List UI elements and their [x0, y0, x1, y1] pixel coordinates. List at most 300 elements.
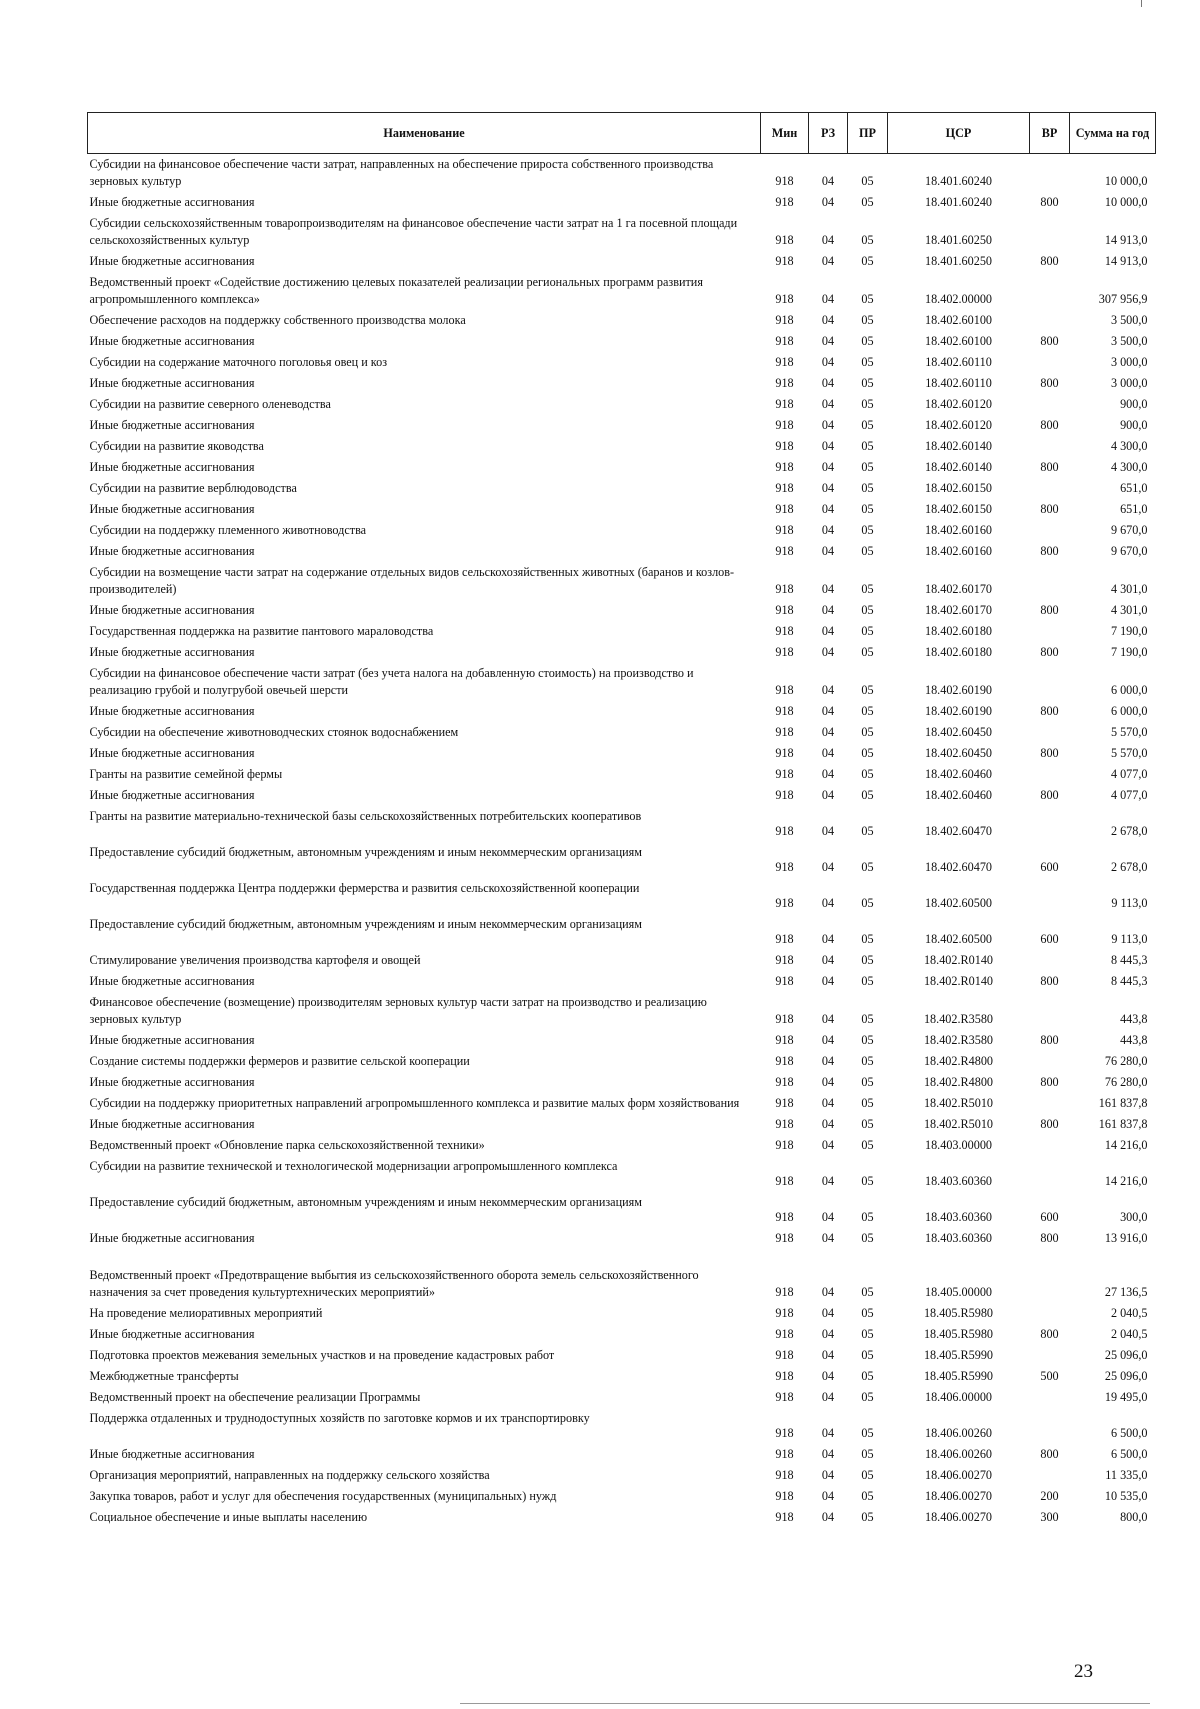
cell-csr: 18.405.R5980 [923, 1327, 994, 1341]
cell-csr: 18.402.60140 [924, 460, 993, 474]
cell-min: 918 [775, 1447, 794, 1461]
page-number: 23 [1074, 1661, 1093, 1682]
cell-pr: 05 [861, 788, 874, 802]
cell-min: 918 [775, 896, 794, 910]
cell-name: Иные бюджетные ассигнования [89, 376, 255, 390]
cell-vr: 800 [1040, 334, 1059, 348]
cell-vr [1030, 1303, 1070, 1324]
cell-sum: 2 040,5 [1110, 1327, 1148, 1341]
table-row [88, 415, 1156, 436]
cell-name: Государственная поддержка на развитие пантового мараловодства [89, 624, 434, 638]
cell-csr: 18.402.60110 [925, 355, 992, 369]
cell-sum: 3 000,0 [1110, 376, 1148, 390]
cell-vr [1030, 1387, 1070, 1408]
cell-min: 918 [775, 824, 794, 838]
cell-pr: 05 [861, 603, 874, 617]
cell-pr: 05 [861, 624, 874, 638]
cell-sum: 25 096,0 [1104, 1348, 1148, 1362]
cell-min: 918 [775, 397, 794, 411]
cell-pr: 05 [861, 1033, 874, 1047]
cell-min: 918 [775, 523, 794, 537]
cell-pr: 05 [861, 1348, 874, 1362]
table-row [88, 806, 1156, 842]
cell-csr: 18.402.60460 [924, 767, 993, 781]
cell-csr: 18.402.R0140 [923, 974, 994, 988]
cell-pr: 05 [861, 523, 874, 537]
table-row [88, 394, 1156, 415]
cell-rz: 04 [821, 1285, 835, 1299]
cell-vr [1030, 663, 1070, 701]
cell-sum: 2 678,0 [1110, 860, 1148, 874]
cell-rz: 04 [821, 788, 835, 802]
cell-csr: 18.402.60120 [924, 397, 993, 411]
cell-vr [1030, 1465, 1070, 1486]
cell-rz: 04 [821, 1510, 835, 1524]
table-row [88, 842, 1156, 878]
cell-vr: 800 [1040, 1327, 1059, 1341]
cell-csr: 18.402.R4800 [923, 1075, 994, 1089]
cell-pr: 05 [861, 313, 874, 327]
cell-name: Межбюджетные трансферты [89, 1369, 239, 1383]
table-row [88, 541, 1156, 562]
cell-min: 918 [775, 292, 794, 306]
cell-name: Иные бюджетные ассигнования [89, 1447, 255, 1461]
cell-vr: 200 [1040, 1489, 1059, 1503]
cell-vr [1030, 1135, 1070, 1156]
cell-min: 918 [775, 1390, 794, 1404]
cell-rz: 04 [821, 1096, 835, 1110]
cell-min: 918 [775, 704, 794, 718]
cell-sum: 19 495,0 [1104, 1390, 1148, 1404]
cell-name: Иные бюджетные ассигнования [89, 544, 255, 558]
cell-sum: 2 678,0 [1110, 824, 1148, 838]
cell-min: 918 [775, 376, 794, 390]
cell-csr: 18.402.60470 [924, 824, 993, 838]
cell-csr: 18.402.R4800 [923, 1054, 994, 1068]
cell-pr: 05 [861, 746, 874, 760]
cell-pr: 05 [861, 1468, 874, 1482]
cell-csr: 18.402.60150 [924, 502, 993, 516]
cell-rz: 04 [821, 439, 835, 453]
cell-name: Гранты на развитие материально-технической базы сельскохозяйственных потребительских кооперативов [89, 809, 642, 823]
cell-pr: 05 [861, 683, 874, 697]
cell-name: Иные бюджетные ассигнования [89, 704, 255, 718]
table-row [88, 478, 1156, 499]
cell-name: Финансовое обеспечение (возмещение) производителям зерновых культур части затрат на производство и реализацию зерновых культур [89, 995, 707, 1026]
cell-min: 918 [775, 767, 794, 781]
cell-vr: 800 [1040, 254, 1059, 268]
cell-rz: 04 [821, 624, 835, 638]
header-name: Наименование [88, 113, 761, 154]
cell-pr: 05 [861, 1117, 874, 1131]
cell-sum: 4 300,0 [1110, 460, 1148, 474]
table-row [88, 272, 1156, 310]
cell-min: 918 [775, 1348, 794, 1362]
cell-pr: 05 [861, 582, 874, 596]
cell-min: 918 [775, 1138, 794, 1152]
cell-csr: 18.402.60100 [924, 334, 993, 348]
cell-min: 918 [775, 788, 794, 802]
cell-csr: 18.402.60500 [924, 932, 993, 946]
cell-sum: 443,8 [1120, 1033, 1148, 1047]
cell-vr: 800 [1040, 645, 1059, 659]
cell-min: 918 [775, 1210, 794, 1224]
cell-vr: 800 [1040, 788, 1059, 802]
cell-min: 918 [775, 313, 794, 327]
cell-name: Стимулирование увеличения производства картофеля и овощей [89, 953, 421, 967]
cell-vr: 300 [1040, 1510, 1059, 1524]
cell-rz: 04 [821, 582, 835, 596]
cell-rz: 04 [821, 313, 835, 327]
table-row [88, 1135, 1156, 1156]
cell-pr: 05 [861, 292, 874, 306]
cell-vr: 800 [1040, 1231, 1059, 1245]
cell-name: Подготовка проектов межевания земельных участков и на проведение кадастровых работ [89, 1348, 555, 1362]
table-row [88, 701, 1156, 722]
cell-csr: 18.406.00270 [924, 1468, 993, 1482]
cell-min: 918 [775, 1231, 794, 1245]
cell-min: 918 [775, 1033, 794, 1047]
cell-name: Иные бюджетные ассигнования [89, 334, 255, 348]
cell-vr [1030, 878, 1070, 914]
cell-pr: 05 [861, 233, 874, 247]
cell-min: 918 [775, 418, 794, 432]
table-body [88, 154, 1156, 1529]
cell-min: 918 [775, 1054, 794, 1068]
cell-vr [1030, 1408, 1070, 1444]
cell-csr: 18.402.60190 [924, 683, 993, 697]
cell-rz: 04 [821, 683, 835, 697]
table-row [88, 499, 1156, 520]
cell-name: Субсидии на развитие технической и технологической модернизации агропромышленного комплекса [89, 1159, 618, 1173]
cell-rz: 04 [821, 603, 835, 617]
cell-name: Ведомственный проект «Предотвращение выбытия из сельскохозяйственного оборота земель сельскохозяйственного назначения за счет проведения культуртехнических мероприятий» [89, 1268, 699, 1299]
cell-pr: 05 [861, 502, 874, 516]
cell-csr: 18.402.60170 [924, 603, 993, 617]
cell-vr: 800 [1040, 195, 1059, 209]
cell-pr: 05 [861, 195, 874, 209]
cell-rz: 04 [821, 1231, 835, 1245]
cell-sum: 651,0 [1120, 481, 1148, 495]
cell-rz: 04 [821, 746, 835, 760]
cell-csr: 18.406.00270 [924, 1489, 993, 1503]
cell-min: 918 [775, 860, 794, 874]
cell-name: На проведение мелиоративных мероприятий [89, 1306, 323, 1320]
cell-sum: 11 335,0 [1105, 1468, 1148, 1482]
cell-rz: 04 [821, 1468, 835, 1482]
cell-name: Иные бюджетные ассигнования [89, 1075, 255, 1089]
cell-vr: 500 [1040, 1369, 1059, 1383]
table-row [88, 950, 1156, 971]
cell-rz: 04 [821, 1390, 835, 1404]
cell-pr: 05 [861, 1054, 874, 1068]
cell-name: Социальное обеспечение и иные выплаты населению [89, 1510, 368, 1524]
cell-min: 918 [775, 1489, 794, 1503]
table-row [88, 1192, 1156, 1228]
header-rz: РЗ [809, 113, 848, 154]
cell-rz: 04 [821, 725, 835, 739]
cell-csr: 18.402.60110 [925, 376, 992, 390]
cell-sum: 900,0 [1120, 418, 1148, 432]
cell-vr: 800 [1040, 544, 1059, 558]
table-row [88, 878, 1156, 914]
cell-vr [1030, 722, 1070, 743]
cell-sum: 300,0 [1120, 1210, 1148, 1224]
cell-min: 918 [775, 1426, 794, 1440]
cell-csr: 18.402.60180 [924, 624, 993, 638]
table-row [88, 352, 1156, 373]
cell-csr: 18.402.R5010 [923, 1117, 994, 1131]
cell-name: Закупка товаров, работ и услуг для обеспечения государственных (муниципальных) нужд [89, 1489, 557, 1503]
cell-csr: 18.406.00260 [924, 1426, 993, 1440]
cell-name: Иные бюджетные ассигнования [89, 254, 255, 268]
cell-rz: 04 [821, 523, 835, 537]
cell-min: 918 [775, 502, 794, 516]
cell-csr: 18.402.60460 [924, 788, 993, 802]
cell-rz: 04 [821, 932, 835, 946]
cell-csr: 18.402.60500 [924, 896, 993, 910]
cell-min: 918 [775, 746, 794, 760]
cell-rz: 04 [821, 195, 835, 209]
cell-sum: 14 216,0 [1104, 1138, 1148, 1152]
cell-pr: 05 [861, 860, 874, 874]
cell-vr [1030, 310, 1070, 331]
cell-name: Иные бюджетные ассигнования [89, 1327, 255, 1341]
cell-sum: 3 500,0 [1110, 334, 1148, 348]
cell-rz: 04 [821, 1447, 835, 1461]
cell-min: 918 [775, 1285, 794, 1299]
cell-rz: 04 [821, 767, 835, 781]
cell-name: Субсидии на развитие верблюдоводства [89, 481, 297, 495]
cell-csr: 18.403.00000 [924, 1138, 993, 1152]
cell-sum: 14 216,0 [1104, 1174, 1148, 1188]
cell-csr: 18.403.60360 [924, 1174, 993, 1188]
cell-csr: 18.402.60100 [924, 313, 993, 327]
cell-sum: 3 500,0 [1110, 313, 1148, 327]
cell-rz: 04 [821, 704, 835, 718]
cell-pr: 05 [861, 974, 874, 988]
table-row [88, 192, 1156, 213]
table-row [88, 1156, 1156, 1192]
cell-rz: 04 [821, 1174, 835, 1188]
cell-vr [1030, 562, 1070, 600]
cell-name: Иные бюджетные ассигнования [89, 195, 255, 209]
cell-sum: 651,0 [1120, 502, 1148, 516]
table-row [88, 1486, 1156, 1507]
table-row [88, 1387, 1156, 1408]
header-pr: ПР [848, 113, 888, 154]
table-row [88, 562, 1156, 600]
cell-vr [1030, 272, 1070, 310]
cell-min: 918 [775, 1012, 794, 1026]
cell-csr: 18.402.R5010 [923, 1096, 994, 1110]
cell-sum: 5 570,0 [1110, 725, 1148, 739]
cell-min: 918 [775, 1369, 794, 1383]
cell-sum: 9 113,0 [1111, 896, 1148, 910]
cell-sum: 7 190,0 [1110, 645, 1148, 659]
cell-sum: 10 000,0 [1104, 174, 1148, 188]
cell-rz: 04 [821, 460, 835, 474]
cell-pr: 05 [861, 355, 874, 369]
cell-csr: 18.402.R3580 [923, 1033, 994, 1047]
cell-csr: 18.402.60450 [924, 725, 993, 739]
cell-vr: 600 [1040, 1210, 1059, 1224]
table-header-row [88, 113, 1156, 154]
table-row [88, 154, 1156, 193]
cell-pr: 05 [861, 896, 874, 910]
cell-vr [1030, 992, 1070, 1030]
cell-vr [1030, 1093, 1070, 1114]
cell-sum: 8 445,3 [1110, 974, 1148, 988]
cell-pr: 05 [861, 254, 874, 268]
cell-min: 918 [775, 582, 794, 596]
table-row [88, 621, 1156, 642]
cell-name: Иные бюджетные ассигнования [89, 645, 255, 659]
cell-csr: 18.402.60470 [924, 860, 993, 874]
cell-min: 918 [775, 1117, 794, 1131]
cell-csr: 18.402.60120 [924, 418, 993, 432]
cell-vr [1030, 520, 1070, 541]
table-row [88, 436, 1156, 457]
cell-rz: 04 [821, 1489, 835, 1503]
table-row [88, 373, 1156, 394]
cell-vr [1030, 154, 1070, 193]
table-row [88, 1366, 1156, 1387]
cell-csr: 18.406.00270 [924, 1510, 993, 1524]
table-row [88, 722, 1156, 743]
cell-rz: 04 [821, 824, 835, 838]
table-row [88, 1324, 1156, 1345]
cell-min: 918 [775, 195, 794, 209]
table-row [88, 331, 1156, 352]
table-row [88, 1345, 1156, 1366]
cell-rz: 04 [821, 481, 835, 495]
cell-sum: 27 136,5 [1104, 1285, 1148, 1299]
cell-sum: 7 190,0 [1110, 624, 1148, 638]
cell-rz: 04 [821, 1306, 835, 1320]
table-row [88, 992, 1156, 1030]
cell-name: Предоставление субсидий бюджетным, автономным учреждениям и иным некоммерческим организациям [89, 917, 642, 931]
cell-vr [1030, 950, 1070, 971]
cell-csr: 18.402.R0140 [923, 953, 994, 967]
table-row [88, 1093, 1156, 1114]
cell-sum: 14 913,0 [1104, 254, 1148, 268]
cell-min: 918 [775, 1096, 794, 1110]
cell-vr: 800 [1040, 418, 1059, 432]
cell-sum: 800,0 [1120, 1510, 1148, 1524]
cell-min: 918 [775, 233, 794, 247]
cell-min: 918 [775, 334, 794, 348]
cell-vr [1030, 1249, 1070, 1303]
cell-name: Субсидии на обеспечение животноводческих стоянок водоснабжением [89, 725, 459, 739]
cell-pr: 05 [861, 1390, 874, 1404]
cell-rz: 04 [821, 292, 835, 306]
cell-pr: 05 [861, 460, 874, 474]
cell-name: Поддержка отдаленных и труднодоступных хозяйств по заготовке кормов и их транспортировку [89, 1411, 590, 1425]
cell-rz: 04 [821, 1138, 835, 1152]
cell-pr: 05 [861, 1096, 874, 1110]
cell-sum: 13 916,0 [1104, 1231, 1148, 1245]
cell-vr: 800 [1040, 460, 1059, 474]
cell-pr: 05 [861, 932, 874, 946]
cell-vr: 800 [1040, 704, 1059, 718]
cell-pr: 05 [861, 1012, 874, 1026]
cell-csr: 18.402.R3580 [923, 1012, 994, 1026]
cell-pr: 05 [861, 824, 874, 838]
cell-sum: 9 670,0 [1110, 523, 1148, 537]
cell-pr: 05 [861, 1306, 874, 1320]
table-row [88, 1444, 1156, 1465]
cell-pr: 05 [861, 376, 874, 390]
header-min: Мин [761, 113, 809, 154]
cell-name: Иные бюджетные ассигнования [89, 1231, 255, 1245]
cell-name: Субсидии на финансовое обеспечение части затрат (без учета налога на добавленную стоимость) на производство и реализацию грубой и полугрубой овечьей шерсти [89, 666, 694, 697]
cell-pr: 05 [861, 1426, 874, 1440]
cell-name: Государственная поддержка Центра поддержки фермерства и развития сельскохозяйственной кооперации [89, 881, 640, 895]
cell-name: Иные бюджетные ассигнования [89, 502, 255, 516]
table-row [88, 310, 1156, 331]
cell-csr: 18.405.R5990 [923, 1348, 994, 1362]
cell-vr: 800 [1040, 1033, 1059, 1047]
cell-rz: 04 [821, 896, 835, 910]
cell-pr: 05 [861, 1369, 874, 1383]
cell-vr: 800 [1040, 376, 1059, 390]
cell-pr: 05 [861, 397, 874, 411]
scan-mark-bottom [460, 1703, 1150, 1704]
cell-name: Иные бюджетные ассигнования [89, 746, 255, 760]
cell-pr: 05 [861, 1075, 874, 1089]
budget-table [87, 112, 1156, 1528]
cell-name: Иные бюджетные ассигнования [89, 418, 255, 432]
cell-vr [1030, 764, 1070, 785]
cell-pr: 05 [861, 439, 874, 453]
cell-sum: 2 040,5 [1110, 1306, 1148, 1320]
cell-vr: 800 [1040, 1447, 1059, 1461]
cell-sum: 4 301,0 [1110, 582, 1148, 596]
cell-min: 918 [775, 974, 794, 988]
cell-pr: 05 [861, 1447, 874, 1461]
table-row [88, 1465, 1156, 1486]
cell-name: Субсидии сельскохозяйственным товаропроизводителям на финансовое обеспечение части затрат на 1 га посевной площади сельскохозяйственных культур [89, 216, 738, 247]
cell-pr: 05 [861, 1327, 874, 1341]
cell-min: 918 [775, 355, 794, 369]
cell-min: 918 [775, 544, 794, 558]
cell-pr: 05 [861, 725, 874, 739]
cell-rz: 04 [821, 1348, 835, 1362]
cell-rz: 04 [821, 1117, 835, 1131]
table-row [88, 785, 1156, 806]
cell-name: Предоставление субсидий бюджетным, автономным учреждениям и иным некоммерческим организациям [89, 845, 642, 859]
cell-csr: 18.401.60240 [924, 195, 993, 209]
cell-rz: 04 [821, 334, 835, 348]
cell-sum: 4 077,0 [1110, 767, 1148, 781]
cell-csr: 18.402.60190 [924, 704, 993, 718]
cell-sum: 4 077,0 [1110, 788, 1148, 802]
table-row [88, 1114, 1156, 1135]
table-row [88, 1051, 1156, 1072]
cell-pr: 05 [861, 1174, 874, 1188]
cell-name: Ведомственный проект на обеспечение реализации Программы [89, 1390, 421, 1404]
cell-min: 918 [775, 1327, 794, 1341]
table-row [88, 600, 1156, 621]
cell-rz: 04 [821, 233, 835, 247]
cell-vr [1030, 1051, 1070, 1072]
cell-rz: 04 [821, 860, 835, 874]
cell-min: 918 [775, 725, 794, 739]
cell-vr [1030, 352, 1070, 373]
cell-pr: 05 [861, 481, 874, 495]
cell-pr: 05 [861, 174, 874, 188]
